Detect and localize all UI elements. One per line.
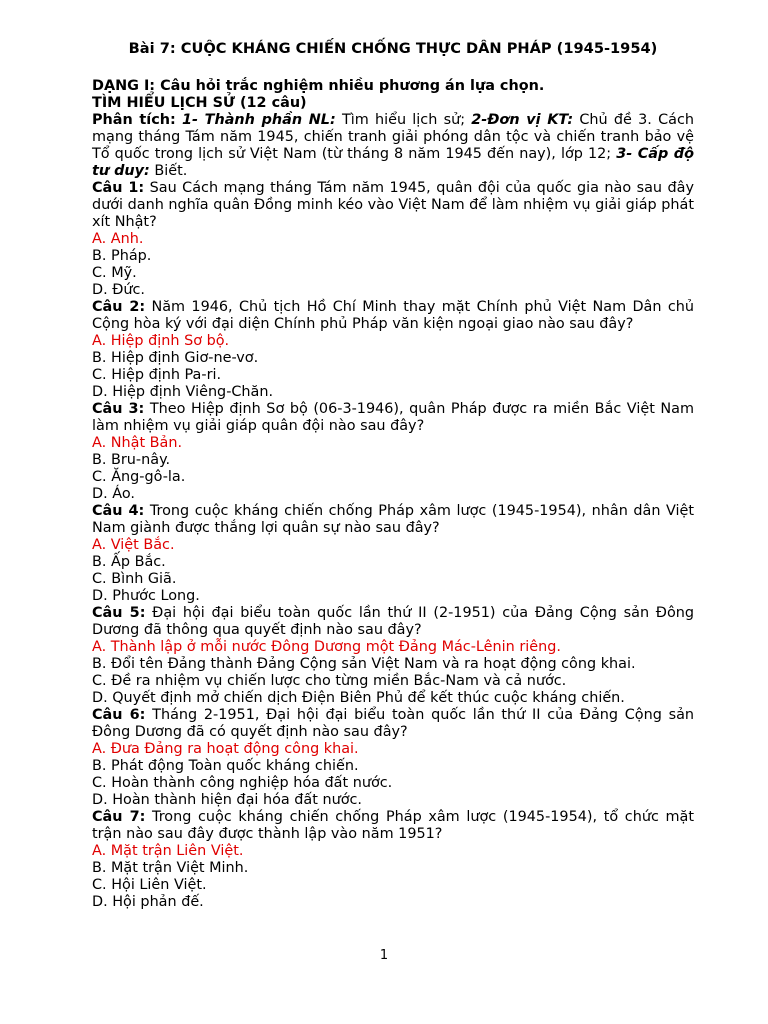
analysis-part1-text: Tìm hiểu lịch sử; [335,112,472,128]
answer-option: D. Hội phản đế. [92,894,204,910]
question-text: Năm 1946, Chủ tịch Hồ Chí Minh thay mặt Chính phủ Việt Nam Dân chủ Cộng hòa ký với đại diện Chính phủ Pháp văn kiện ngoại giao nào sau đây? [92,299,695,332]
question-block [92,401,694,503]
question-text: Theo Hiệp định Sơ bộ (06-3-1946), quân Pháp được ra miền Bắc Việt Nam làm nhiệm vụ giải giáp quân đội nào sau đây? [92,401,694,434]
question-stem [92,180,694,231]
question-type-heading: DẠNG I: Câu hỏi trắc nghiệm nhiều phương án lựa chọn. [92,78,545,94]
question-block [92,809,694,911]
question-block [92,180,694,299]
question-text: Trong cuộc kháng chiến chống Pháp xâm lược (1945-1954), tổ chức mặt trận nào sau đây được thành lập vào năm 1951? [92,809,694,842]
analysis-part1-label: 1- Thành phần NL: [182,112,336,128]
answer-option: D. Đức. [92,282,145,298]
question-text: Sau Cách mạng tháng Tám năm 1945, quân đội của quốc gia nào sau đây dưới danh nghĩa quân Đồng minh kéo vào Việt Nam để làm nhiệm vụ giải giáp phát xít Nhật? [92,180,694,230]
answer-option-correct: A. Thành lập ở mỗi nước Đông Dương một Đảng Mác-Lênin riêng. [92,639,561,655]
answer-option: C. Hội Liên Việt. [92,877,207,893]
question-block [92,299,694,401]
question-block [92,605,694,707]
question-stem [92,707,694,741]
question-stem [92,605,694,639]
answer-option: B. Đổi tên Đảng thành Đảng Cộng sản Việt Nam và ra hoạt động công khai. [92,656,636,672]
question-label: Câu 3: [92,401,145,417]
page-number: 1 [379,948,389,963]
question-stem [92,809,694,843]
answer-option: C. Hoàn thành công nghiệp hóa đất nước. [92,775,393,791]
document-title: Bài 7: CUỘC KHÁNG CHIẾN CHỐNG THỰC DÂN PHÁP (1945-1954) [128,40,658,57]
answer-option-correct: A. Đưa Đảng ra hoạt động công khai. [92,741,359,757]
question-block [92,707,694,809]
question-text: Đại hội đại biểu toàn quốc lần thứ II (2-1951) của Đảng Cộng sản Đông Dương đã thông qua quyết định nào sau đây? [92,605,695,638]
answer-option: C. Đề ra nhiệm vụ chiến lược cho từng miền Bắc-Nam và cả nước. [92,673,567,689]
analysis-part2-label: 2-Đơn vị KT: [471,112,574,128]
question-label: Câu 7: [92,809,146,825]
answer-option: D. Phước Long. [92,588,200,604]
answer-option: B. Mặt trận Việt Minh. [92,860,249,876]
question-stem [92,401,694,435]
analysis-part3-label: 3- Cấp độ tư duy: [92,146,694,179]
answer-option: D. Hoàn thành hiện đại hóa đất nước. [92,792,362,808]
question-list [92,180,694,911]
answer-option: D. Hiệp định Viêng-Chăn. [92,384,274,400]
question-label: Câu 2: [92,299,146,315]
question-text: Tháng 2-1951, Đại hội đại biểu toàn quốc lần thứ II của Đảng Cộng sản Đông Dương đã có quyết định nào sau đây? [92,707,695,740]
answer-option-correct: A. Việt Bắc. [92,537,175,553]
question-label: Câu 5: [92,605,146,621]
analysis-part2-text: Chủ đề 3. Cách mạng tháng Tám năm 1945, chiến tranh giải phóng dân tộc và chiến tranh bảo vệ Tổ quốc trong lịch sử Việt Nam (từ tháng 8 năm 1945 đến nay), lớp 12; [92,112,694,162]
answer-option: B. Phát động Toàn quốc kháng chiến. [92,758,359,774]
question-label: Câu 6: [92,707,146,723]
document-page [92,38,694,911]
section-heading: TÌM HIỂU LỊCH SỬ (12 câu) [92,95,307,111]
analysis-paragraph [92,112,694,180]
answer-option: B. Bru-nây. [92,452,171,468]
answer-option: D. Quyết định mở chiến dịch Điện Biên Phủ để kết thúc cuộc kháng chiến. [92,690,625,706]
question-block [92,503,694,605]
answer-option-correct: A. Nhật Bản. [92,435,183,451]
answer-option-correct: A. Mặt trận Liên Việt. [92,843,244,859]
question-stem [92,503,694,537]
analysis-label: Phân tích: [92,112,176,128]
answer-option: B. Hiệp định Giơ-ne-vơ. [92,350,259,366]
question-label: Câu 1: [92,180,145,196]
answer-option: B. Pháp. [92,248,152,264]
answer-option: C. Bình Giã. [92,571,177,587]
question-label: Câu 4: [92,503,145,519]
answer-option-correct: A. Anh. [92,231,144,247]
question-text: Trong cuộc kháng chiến chống Pháp xâm lược (1945-1954), nhân dân Việt Nam giành được thắng lợi quân sự nào sau đây? [92,503,695,536]
question-stem [92,299,694,333]
analysis-part3-text: Biết. [149,163,188,179]
answer-option: D. Áo. [92,486,135,502]
answer-option: B. Ấp Bắc. [92,554,166,570]
answer-option: C. Mỹ. [92,265,137,281]
answer-option: C. Ăng-gô-la. [92,469,186,485]
answer-option: C. Hiệp định Pa-ri. [92,367,222,383]
answer-option-correct: A. Hiệp định Sơ bộ. [92,333,230,349]
